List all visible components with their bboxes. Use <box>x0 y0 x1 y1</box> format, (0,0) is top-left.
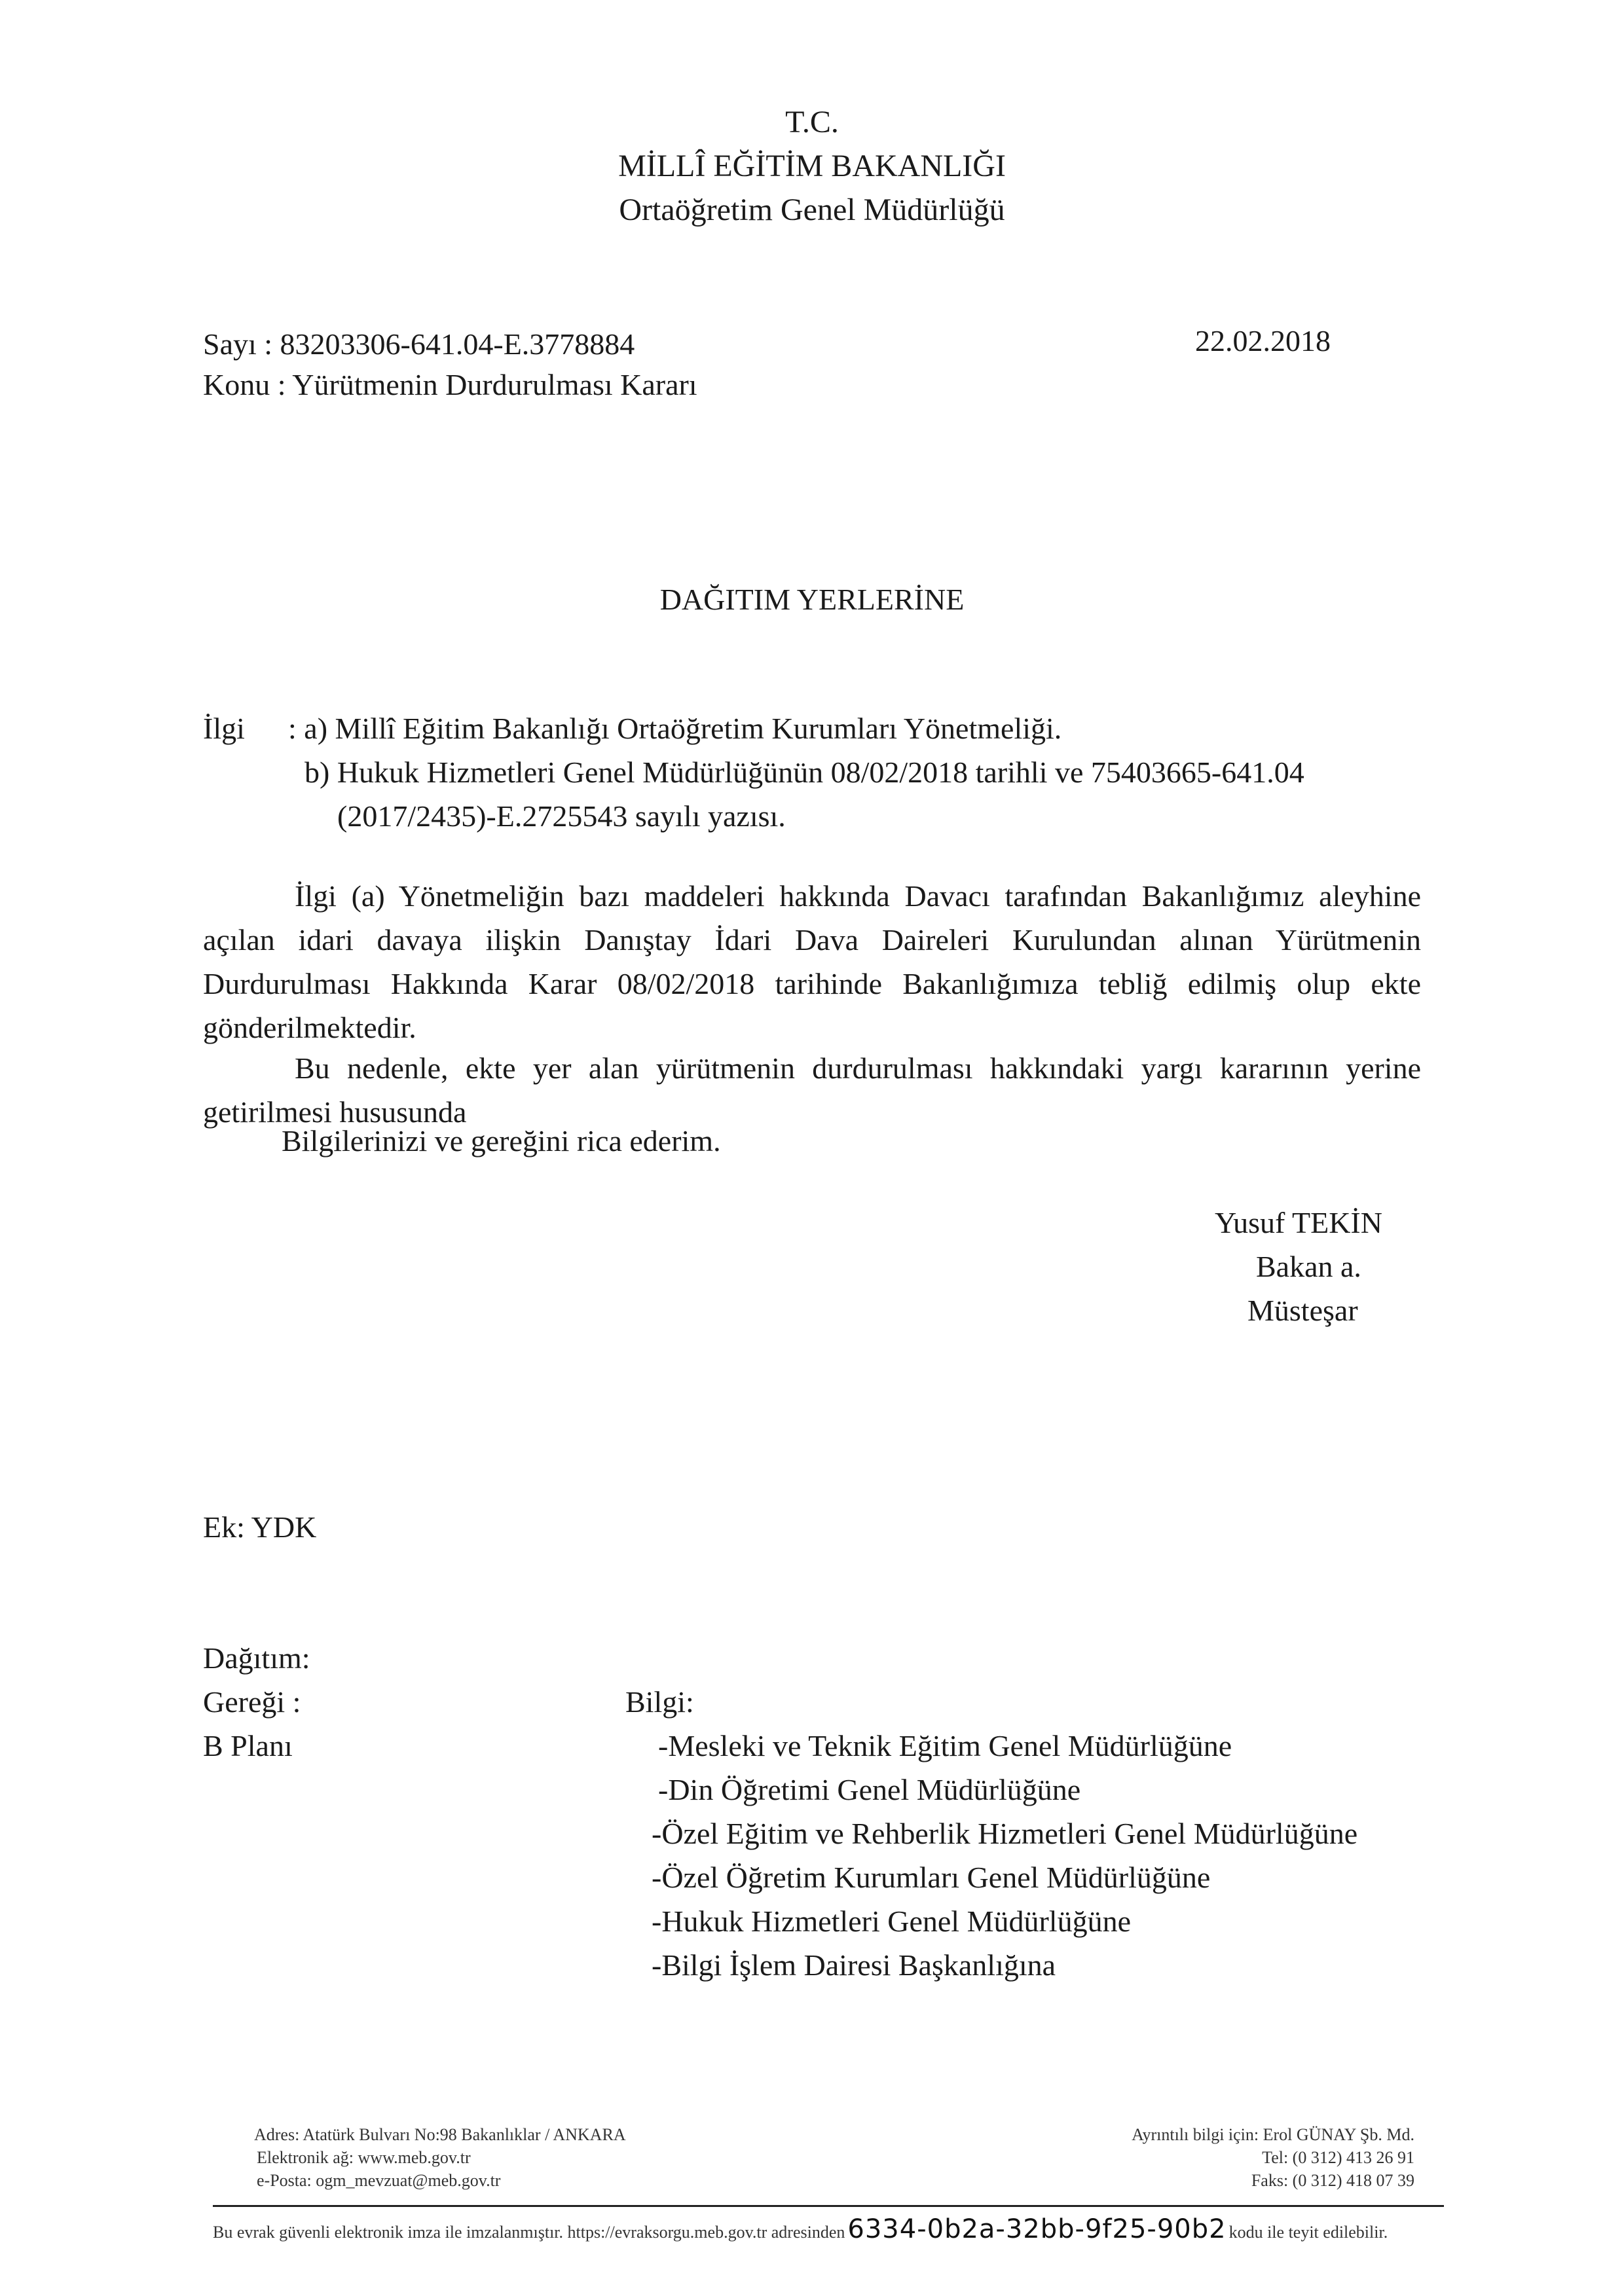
footer-address: Adres: Atatürk Bulvarı No:98 Bakanlıklar / ANKARA <box>254 2125 626 2144</box>
document-date: 22.02.2018 <box>1195 324 1331 357</box>
directorate-name: Ortaöğretim Genel Müdürlüğü <box>619 192 1005 227</box>
signatory-title-1: Bakan a. <box>1256 1250 1361 1283</box>
verification-prefix: Bu evrak güvenli elektronik imza ile imzalanmıştır. https://evraksorgu.meb.gov.tr adresinden <box>213 2223 845 2242</box>
footer-contact: Ayrıntılı bilgi için: Erol GÜNAY Şb. Md. <box>1132 2125 1414 2144</box>
bilgi-item: -Mesleki ve Teknik Eğitim Genel Müdürlüğüne <box>658 1729 1232 1762</box>
body-paragraph-1-text: İlgi (a) Yönetmeliğin bazı maddeleri hakkında Davacı tarafından Bakanlığımız aleyhine açılan idari davaya ilişkin Danıştay İdari Dava Daireleri Kurulundan alınan Yürütmenin Durdurulması Hakkında Karar 08/02/2018 tarihinde Bakanlığımıza tebliğ edilmiş olup ekte gönderilmektedir. <box>203 879 1421 1044</box>
ministry-name: MİLLÎ EĞİTİM BAKANLIĞI <box>618 149 1006 183</box>
verification-suffix: kodu ile teyit edilebilir. <box>1228 2223 1388 2242</box>
bilgi-item: -Bilgi İşlem Dairesi Başkanlığına <box>652 1948 1056 1982</box>
geregi-item: B Planı <box>203 1729 293 1762</box>
ilgi-item-a: : a) Millî Eğitim Bakanlığı Ortaöğretim Kurumları Yönetmeliği. <box>288 712 1062 745</box>
addressee: DAĞITIM YERLERİNE <box>659 583 965 616</box>
footer-email: e-Posta: ogm_mevzuat@meb.gov.tr <box>257 2171 501 2190</box>
ilgi-item-b-line2: (2017/2435)-E.2725543 sayılı yazısı. <box>337 799 786 833</box>
sayi-row <box>203 326 635 362</box>
signatory-title-2: Müsteşar <box>1247 1294 1358 1327</box>
sayi-label: Sayı <box>203 327 257 361</box>
bilgi-item: -Özel Öğretim Kurumları Genel Müdürlüğüne <box>652 1861 1211 1894</box>
bilgi-item: -Din Öğretimi Genel Müdürlüğüne <box>658 1773 1081 1806</box>
body-paragraph-1 <box>203 874 1421 1049</box>
konu-row <box>203 367 697 403</box>
bilgi-item: -Hukuk Hizmetleri Genel Müdürlüğüne <box>652 1904 1131 1938</box>
verification-line <box>213 2214 1388 2244</box>
distribution-heading: Dağıtım: <box>203 1641 310 1675</box>
body-paragraph-2-text: Bu nedenle, ekte yer alan yürütmenin durdurulması hakkındaki yargı kararının yerine getirilmesi hususunda <box>203 1051 1421 1129</box>
ilgi-item-b-line1: b) Hukuk Hizmetleri Genel Müdürlüğünün 08/02/2018 tarihli ve 75403665-641.04 <box>304 756 1304 789</box>
attachment: Ek: YDK <box>203 1510 317 1544</box>
footer-tel: Tel: (0 312) 413 26 91 <box>1262 2148 1414 2167</box>
body-paragraph-2 <box>203 1046 1421 1134</box>
footer-divider <box>213 2205 1444 2207</box>
header-tc: T.C. <box>785 105 839 139</box>
footer-network: Elektronik ağ: www.meb.gov.tr <box>257 2148 471 2167</box>
bilgi-label: Bilgi: <box>625 1685 694 1719</box>
konu-value: : Yürütmenin Durdurulması Kararı <box>277 368 697 401</box>
sayi-value: : 83203306-641.04-E.3778884 <box>264 327 635 361</box>
signatory-name: Yusuf TEKİN <box>1215 1206 1382 1239</box>
ilgi-label: İlgi <box>203 712 245 745</box>
body-paragraph-3: Bilgilerinizi ve gereğini rica ederim. <box>282 1124 721 1157</box>
konu-label: Konu <box>203 368 270 401</box>
footer-fax: Faks: (0 312) 418 07 39 <box>1251 2171 1414 2190</box>
verification-code: 6334-0b2a-32bb-9f25-90b2 <box>847 2214 1227 2244</box>
geregi-label: Gereği : <box>203 1685 301 1719</box>
bilgi-item: -Özel Eğitim ve Rehberlik Hizmetleri Genel Müdürlüğüne <box>652 1817 1358 1850</box>
